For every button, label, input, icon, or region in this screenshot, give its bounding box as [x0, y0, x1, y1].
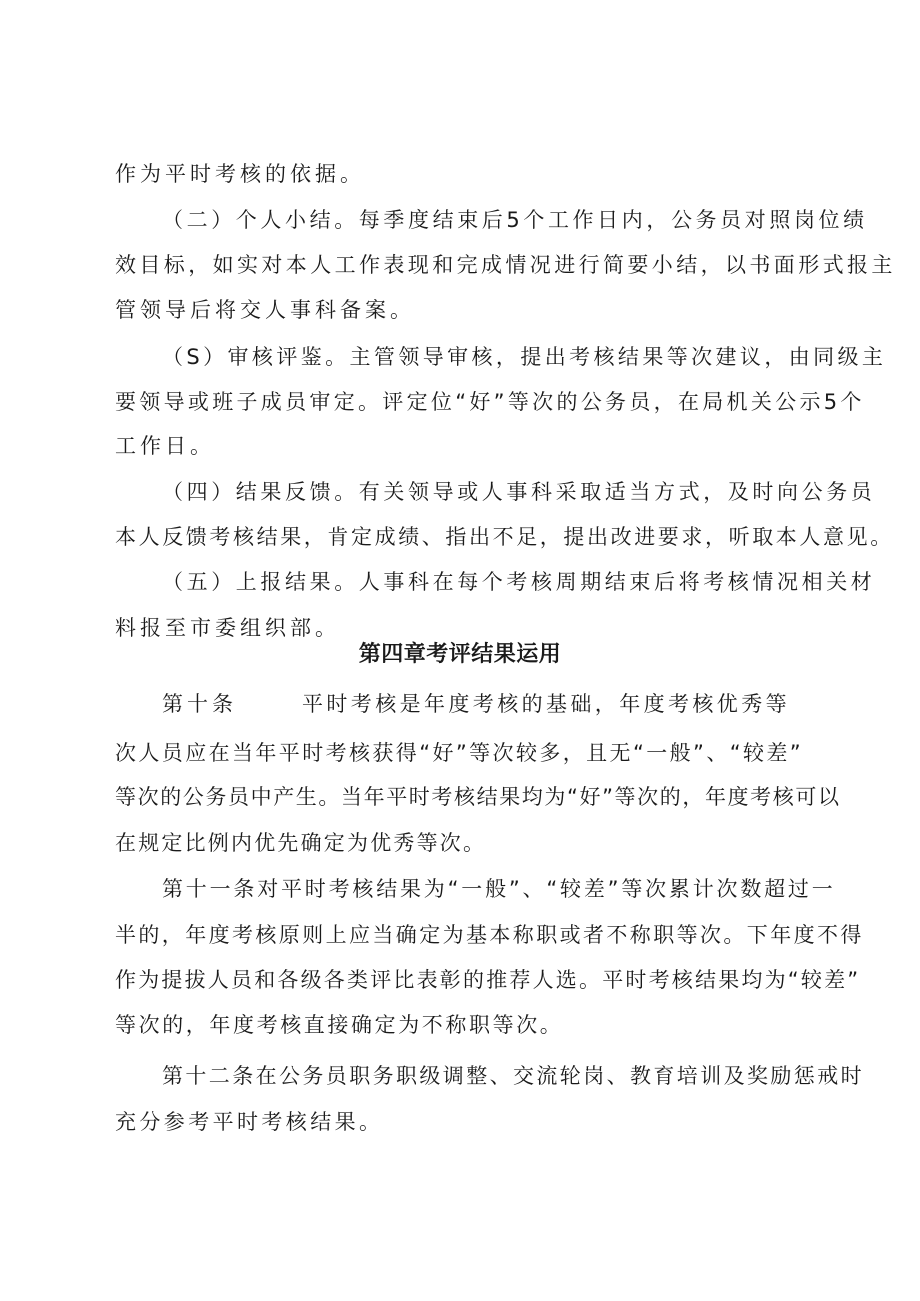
text-line: 平时考核是年度考核的基础，年度考核优秀等 — [302, 692, 790, 716]
text-line: 作为提拔人员和各级各类评比表彰的推荐人选。平时考核结果均为“较差” — [115, 968, 861, 992]
text-line: 半的，年度考核原则上应当确定为基本称职或者不称职等次。下年度不得 — [115, 923, 864, 947]
text-line: 第十一条对平时考核结果为“一般”、“较差”等次累计次数超过一 — [162, 877, 836, 901]
text-line: （四）结果反馈。有关领导或人事科采取适当方式，及时向公务员 — [162, 480, 876, 504]
text-line: 第十二条在公务员职务职级调整、交流轮岗、教育培训及奖励惩戒时 — [162, 1064, 864, 1088]
text-line: 等次的公务员中产生。当年平时考核结果均为“好”等次的，年度考核可以 — [115, 785, 841, 809]
chapter-heading: 第四章考评结果运用 — [358, 642, 562, 667]
text-line: 效目标，如实对本人工作表现和完成情况进行简要小结，以书面形式报主 — [115, 253, 896, 277]
text-line: 充分参考平时考核结果。 — [115, 1110, 384, 1134]
text-line: 要领导或班子成员审定。评定位“好”等次的公务员，在局机关公示5个 — [115, 390, 865, 414]
text-line: 作为平时考核的依据。 — [115, 162, 365, 186]
text-line: （二）个人小结。每季度结束后5个工作日内，公务员对照岗位绩 — [162, 208, 868, 232]
text-line: 本人反馈考核结果，肯定成绩、指出不足，提出改进要求，听取本人意见。 — [115, 525, 894, 549]
text-line: 在规定比例内优先确定为优秀等次。 — [115, 831, 487, 855]
text-line: 等次的，年度考核直接确定为不称职等次。 — [115, 1013, 564, 1037]
text-line: （S）审核评鉴。主管领导审核，提出考核结果等次建议，由同级主 — [162, 345, 887, 369]
text-line: 次人员应在当年平时考核获得“好”等次较多，且无“一般”、“较差” — [115, 741, 804, 765]
text-line: 料报至市委组织部。 — [115, 616, 340, 640]
article-label: 第十条 — [162, 692, 237, 716]
text-line: （五）上报结果。人事科在每个考核周期结束后将考核情况相关材 — [162, 570, 876, 594]
text-line: 管领导后将交人事科备案。 — [115, 298, 415, 322]
text-line: 工作日。 — [115, 434, 215, 458]
